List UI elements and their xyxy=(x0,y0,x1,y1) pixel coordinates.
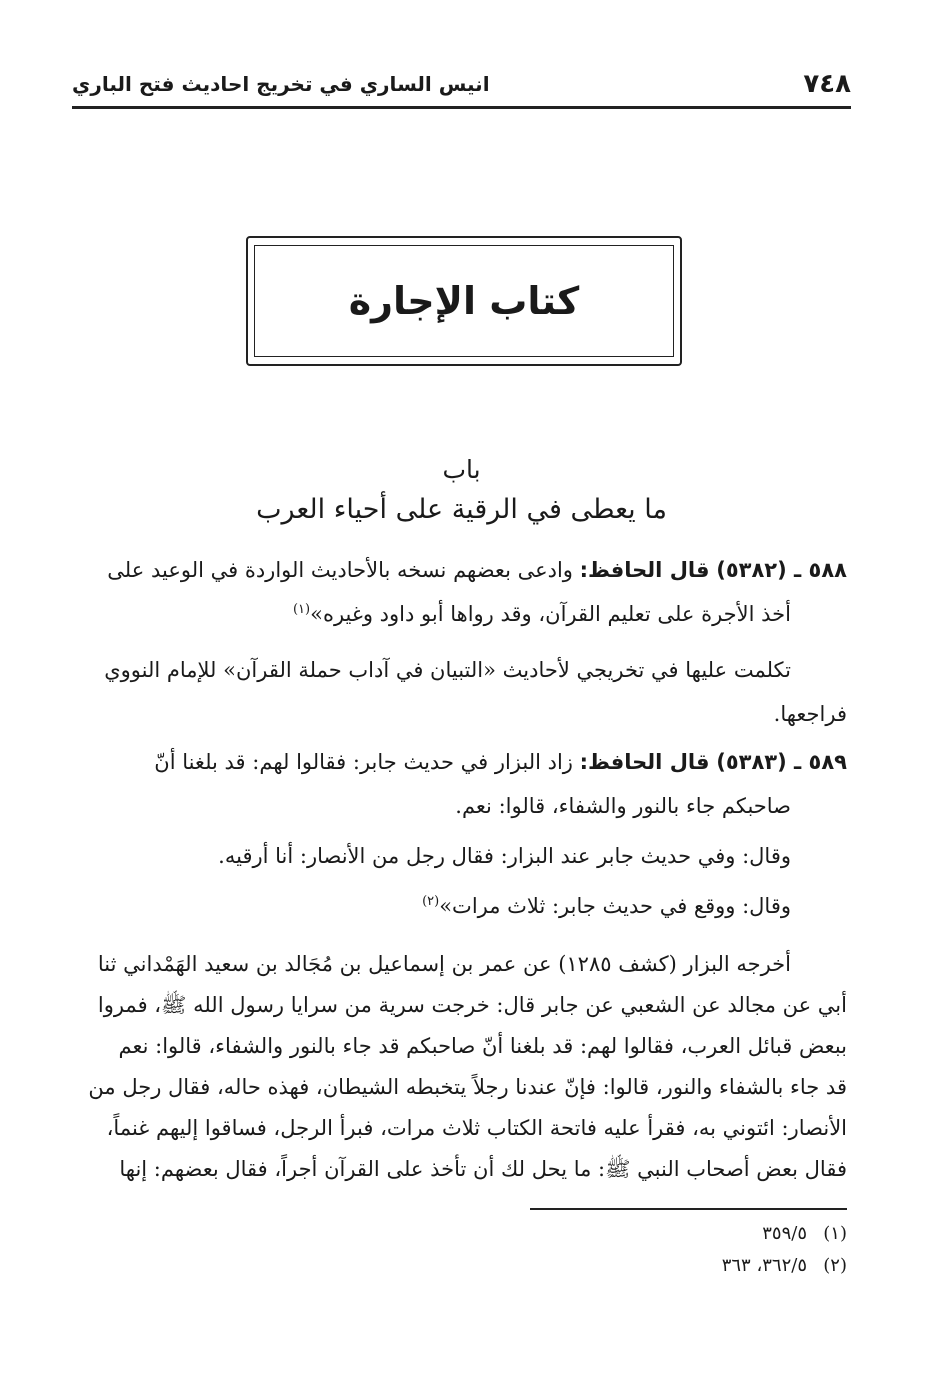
entry-588-number: ٥٨٨ ـ (٥٣٨٢) xyxy=(716,558,847,582)
footnote-rule xyxy=(530,1208,847,1210)
footnote-1-mark: (١) xyxy=(823,1223,847,1244)
footnote-2-text: ٣٦٢/٥، ٣٦٣ xyxy=(721,1255,807,1276)
entry-589-line-1 xyxy=(72,740,847,784)
book-title: كتاب الإجارة xyxy=(348,279,580,323)
chapter-label: باب xyxy=(442,455,481,484)
entry-589-speaker: قال الحافظ: xyxy=(579,750,710,774)
takhrij-line-3: ببعض قبائل العرب، فقالوا لهم: قد بلغنا أنّ صاحبكم قد جاء بالنور والشفاء، قالوا: نعم xyxy=(118,1034,847,1058)
entry-589-line-4 xyxy=(72,884,847,928)
footnote-ref-2[interactable]: (٢) xyxy=(422,894,440,909)
takhrij-line-6: فقال بعض أصحاب النبي ﷺ: ما يحل لك أن تأخذ على القرآن أجراً، فقال بعضهم: إنها xyxy=(119,1157,847,1181)
entry-589-number: ٥٨٩ ـ (٥٣٨٣) xyxy=(716,750,847,774)
footnote-2-mark: (٢) xyxy=(823,1255,847,1276)
entry-588-text-1: وادعى بعضهم نسخه بالأحاديث الواردة في الوعيد على xyxy=(107,558,573,582)
footnote-ref-1[interactable]: (١) xyxy=(292,602,311,617)
entry-589-line-2: صاحبكم جاء بالنور والشفاء، قالوا: نعم. xyxy=(455,794,791,818)
book-title-inner-frame xyxy=(254,245,674,357)
entry-589-text-1: زاد البزار في حديث جابر: فقالوا لهم: قد بلغنا أنّ xyxy=(154,750,573,774)
takhrij-paragraph xyxy=(72,944,847,1190)
entry-589 xyxy=(72,740,847,928)
comment-paragraph xyxy=(72,648,847,736)
footnote-2 xyxy=(722,1250,847,1282)
book-title-frame xyxy=(246,236,682,366)
page-header xyxy=(72,62,851,106)
page-number: ٧٤٨ xyxy=(803,69,851,99)
footnote-1-text: ٣٥٩/٥ xyxy=(762,1223,807,1244)
takhrij-line-2: أبي عن مجالد عن الشعبي عن جابر قال: خرجت سرية من سرايا رسول الله ﷺ، فمروا xyxy=(97,993,847,1017)
entry-588-speaker: قال الحافظ: xyxy=(579,558,710,582)
comment-line-1: تكلمت عليها في تخريجي لأحاديث «التبيان في آداب حملة القرآن» للإمام النووي xyxy=(104,658,791,682)
takhrij-line-1: أخرجه البزار (كشف ١٢٨٥) عن عمر بن إسماعيل بن مُجَالد بن سعيد الهَمْداني ثنا xyxy=(97,952,791,976)
header-rule xyxy=(72,106,851,109)
takhrij-line-4: قد جاء بالشفاء والنور، قالوا: فإنّ عندنا رجلاً يتخبطه الشيطان، فهذه حاله، فقال رجل من xyxy=(88,1075,847,1099)
entry-589-line-3: وقال: وفي حديث جابر عند البزار: فقال رجل من الأنصار: أنا أرقيه. xyxy=(218,844,791,868)
entry-588-line-1 xyxy=(72,548,847,592)
comment-line-2: فراجعها. xyxy=(773,702,847,726)
footnotes xyxy=(722,1218,847,1282)
takhrij-line-5: الأنصار: ائتوني به، فقرأ عليه فاتحة الكتاب ثلاث مرات، فبرأ الرجل، فساقوا إليهم غنماً، xyxy=(106,1116,847,1140)
chapter-title: ما يعطى في الرقية على أحياء العرب xyxy=(256,494,667,525)
entry-589-text-4: وقال: ووقع في حديث جابر: ثلاث مرات» xyxy=(439,894,791,918)
entry-588 xyxy=(72,548,847,636)
footnote-1 xyxy=(722,1218,847,1250)
running-title: انيس الساري في تخريج احاديث فتح الباري xyxy=(72,72,490,96)
entry-588-line-2 xyxy=(72,592,847,636)
entry-588-text-2: أخذ الأجرة على تعليم القرآن، وقد رواها أبو داود وغيره» xyxy=(310,602,791,626)
